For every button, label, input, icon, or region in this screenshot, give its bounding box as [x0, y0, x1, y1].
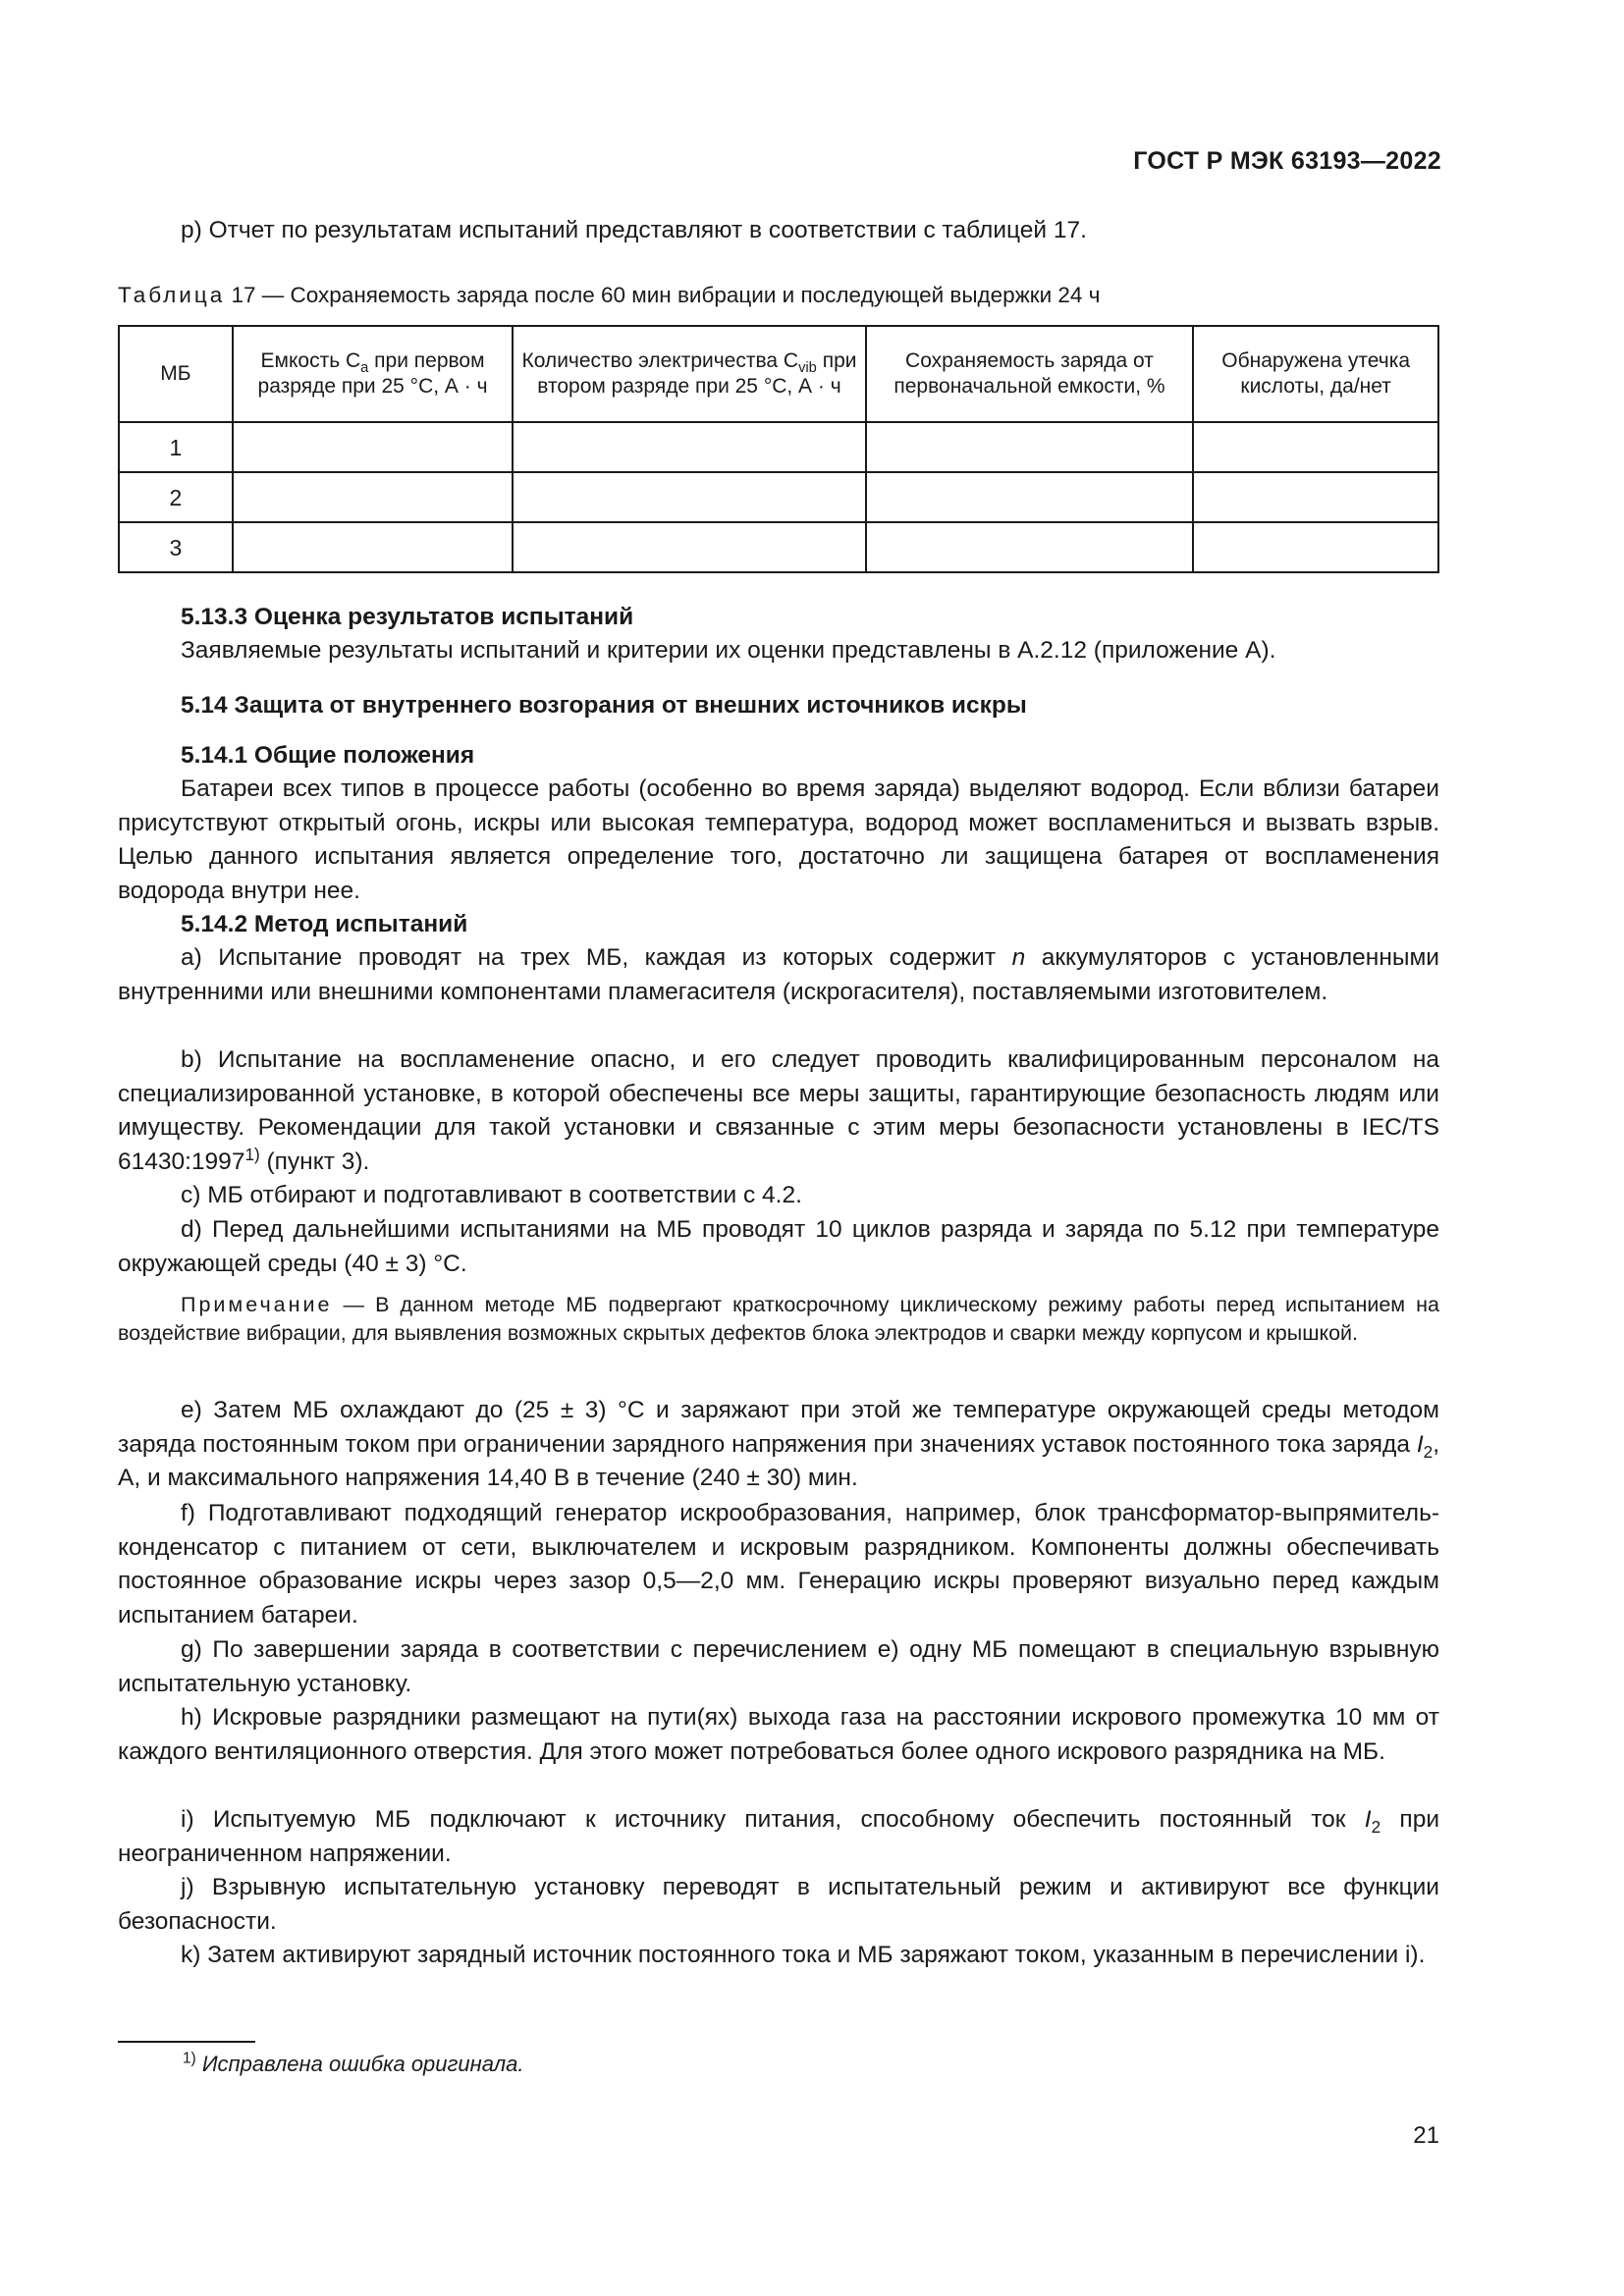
section-5-14-1-title: 5.14.1 Общие положения [181, 742, 475, 769]
footnote-separator [118, 2041, 255, 2043]
empty-cell [1193, 422, 1438, 472]
item-k-paragraph: k) Затем активируют зарядный источник постоянного тока и МБ заряжают током, указанным в перечислении i). [181, 1942, 1426, 1968]
empty-cell [1193, 522, 1438, 572]
item-j-paragraph: j) Взрывную испытательную установку переводят в испытательный режим и активируют все функции безопасности. [118, 1874, 1439, 1935]
page-number: 21 [1413, 2122, 1439, 2149]
empty-cell [233, 472, 513, 522]
table-row [119, 422, 1438, 472]
note-label: Примечание [181, 1293, 333, 1316]
item-d-paragraph: d) Перед дальнейшими испытаниями на МБ проводят 10 циклов разряда и заряда по 5.12 при температуре окружающей среды (40 ± 3) °С. [118, 1216, 1439, 1277]
header-electricity-second-discharge: Количество электричества $C_{vib}$ при втором разряде при 25 °С, А · ч [513, 326, 865, 422]
empty-cell [233, 522, 513, 572]
section-5-14-title: 5.14 Защита от внутреннего возгорания от внешних источников искры [181, 692, 1027, 719]
table-17 [118, 325, 1439, 573]
document-code-header: ГОСТ Р МЭК 63193—2022 [1133, 147, 1441, 175]
footnote-text: Исправлена ошибка оригинала. [201, 2052, 524, 2076]
header-acid-leak: Обнаружена утечка кислоты, да/нет [1193, 326, 1438, 422]
table-row [119, 472, 1438, 522]
empty-cell [513, 522, 865, 572]
header-charge-retention: Сохраняемость заряда от первоначальной емкости, % [866, 326, 1194, 422]
table-header-row [119, 326, 1438, 422]
header-capacity-first-discharge: Емкость $C_a$ при первом разряде при 25 °С, А · ч [233, 326, 513, 422]
section-5-13-3-text: Заявляемые результаты испытаний и критерии их оценки представлены в А.2.12 (приложение А). [181, 637, 1276, 664]
row-number-cell: 2 [119, 472, 233, 522]
item-f-paragraph: f) Подготавливают подходящий генератор искрообразования, например, блок трансформатор-выпрямитель-конденсатор с питанием от сети, выключателем и искровым разрядником. Компоненты должны обеспечивать постоянное образование искры через зазор 0,5—2,0 мм. Генерацию искры проверяют визуально перед каждым испытанием батареи. [118, 1500, 1439, 1629]
table-caption-text: 17 — Сохраняемость заряда после 60 мин вибрации и последующей выдержки 24 ч [231, 283, 1101, 307]
section-5-14-1-text: Батареи всех типов в процессе работы (особенно во время заряда) выделяют водород. Если вблизи батареи присутствуют открытый огонь, искры или высокая температура, водород может воспламениться и вызвать взрыв. Целью данного испытания является определение того, достаточно ли защищена батарея от воспламенения водорода внутри нее. [118, 775, 1439, 904]
item-c-paragraph: c) МБ отбирают и подготавливают в соответствии с 4.2. [181, 1182, 802, 1208]
table-caption-word: Таблица [118, 283, 226, 307]
footnote [183, 2052, 523, 2077]
header-mb: МБ [119, 326, 233, 422]
item-i-paragraph: i) Испытуемую МБ подключают к источнику питания, способному обеспечить постоянный ток $I_2$ при неограниченном напряжении. [118, 1806, 1439, 1867]
table-caption [118, 283, 1100, 308]
section-5-13-3-title: 5.13.3 Оценка результатов испытаний [181, 604, 634, 630]
item-e-paragraph: e) Затем МБ охлаждают до (25 ± 3) °С и заряжают при этой же температуре окружающей среды методом заряда постоянным током при ограничении зарядного напряжения при значениях уставок постоянного тока заряда $I_2$, А, и максимального напряжения 14,40 В в течение (240 ± 30) мин. [118, 1397, 1439, 1491]
footnote-mark: 1) [183, 2050, 196, 2067]
item-h-paragraph: h) Искровые разрядники размещают на пути(ях) выхода газа на расстоянии искрового промежутка 10 мм от каждого вентиляционного отверстия. Для этого может потребоваться более одного искрового разрядника на МБ. [118, 1704, 1439, 1765]
table-row [119, 522, 1438, 572]
empty-cell [513, 422, 865, 472]
empty-cell [866, 422, 1194, 472]
empty-cell [233, 422, 513, 472]
item-b-paragraph: b) Испытание на воспламенение опасно, и его следует проводить квалифицированным персоналом на специализированной установке, в которой обеспечены все меры защиты, гарантирующие безопасность людям или имуществу. Рекомендации для такой установки и связанные с этим меры безопасности установлены в IEC/TS 61430:1997$^{1)}$ (пункт 3). [118, 1046, 1439, 1175]
empty-cell [866, 472, 1194, 522]
empty-cell [1193, 472, 1438, 522]
section-5-14-2-title: 5.14.2 Метод испытаний [181, 911, 468, 937]
note-paragraph: Примечание — В данном методе МБ подвергают краткосрочному циклическому режиму работы перед испытанием на воздействие вибрации, для выявления возможных скрытых дефектов блока электродов и сварки между корпусом и крышкой. [118, 1293, 1439, 1345]
row-number-cell: 3 [119, 522, 233, 572]
item-a-paragraph: a) Испытание проводят на трех МБ, каждая из которых содержит n аккумуляторов с установленными внутренними или внешними компонентами пламегасителя (искрогасителя), поставляемыми изготовителем. [118, 944, 1439, 1005]
footnote-ref: 1) [244, 1144, 260, 1164]
item-p-paragraph: p) Отчет по результатам испытаний представляют в соответствии с таблицей 17. [181, 217, 1087, 243]
item-g-paragraph: g) По завершении заряда в соответствии с перечислением е) одну МБ помещают в специальную взрывную испытательную установку. [118, 1636, 1439, 1697]
empty-cell [513, 472, 865, 522]
row-number-cell: 1 [119, 422, 233, 472]
empty-cell [866, 522, 1194, 572]
